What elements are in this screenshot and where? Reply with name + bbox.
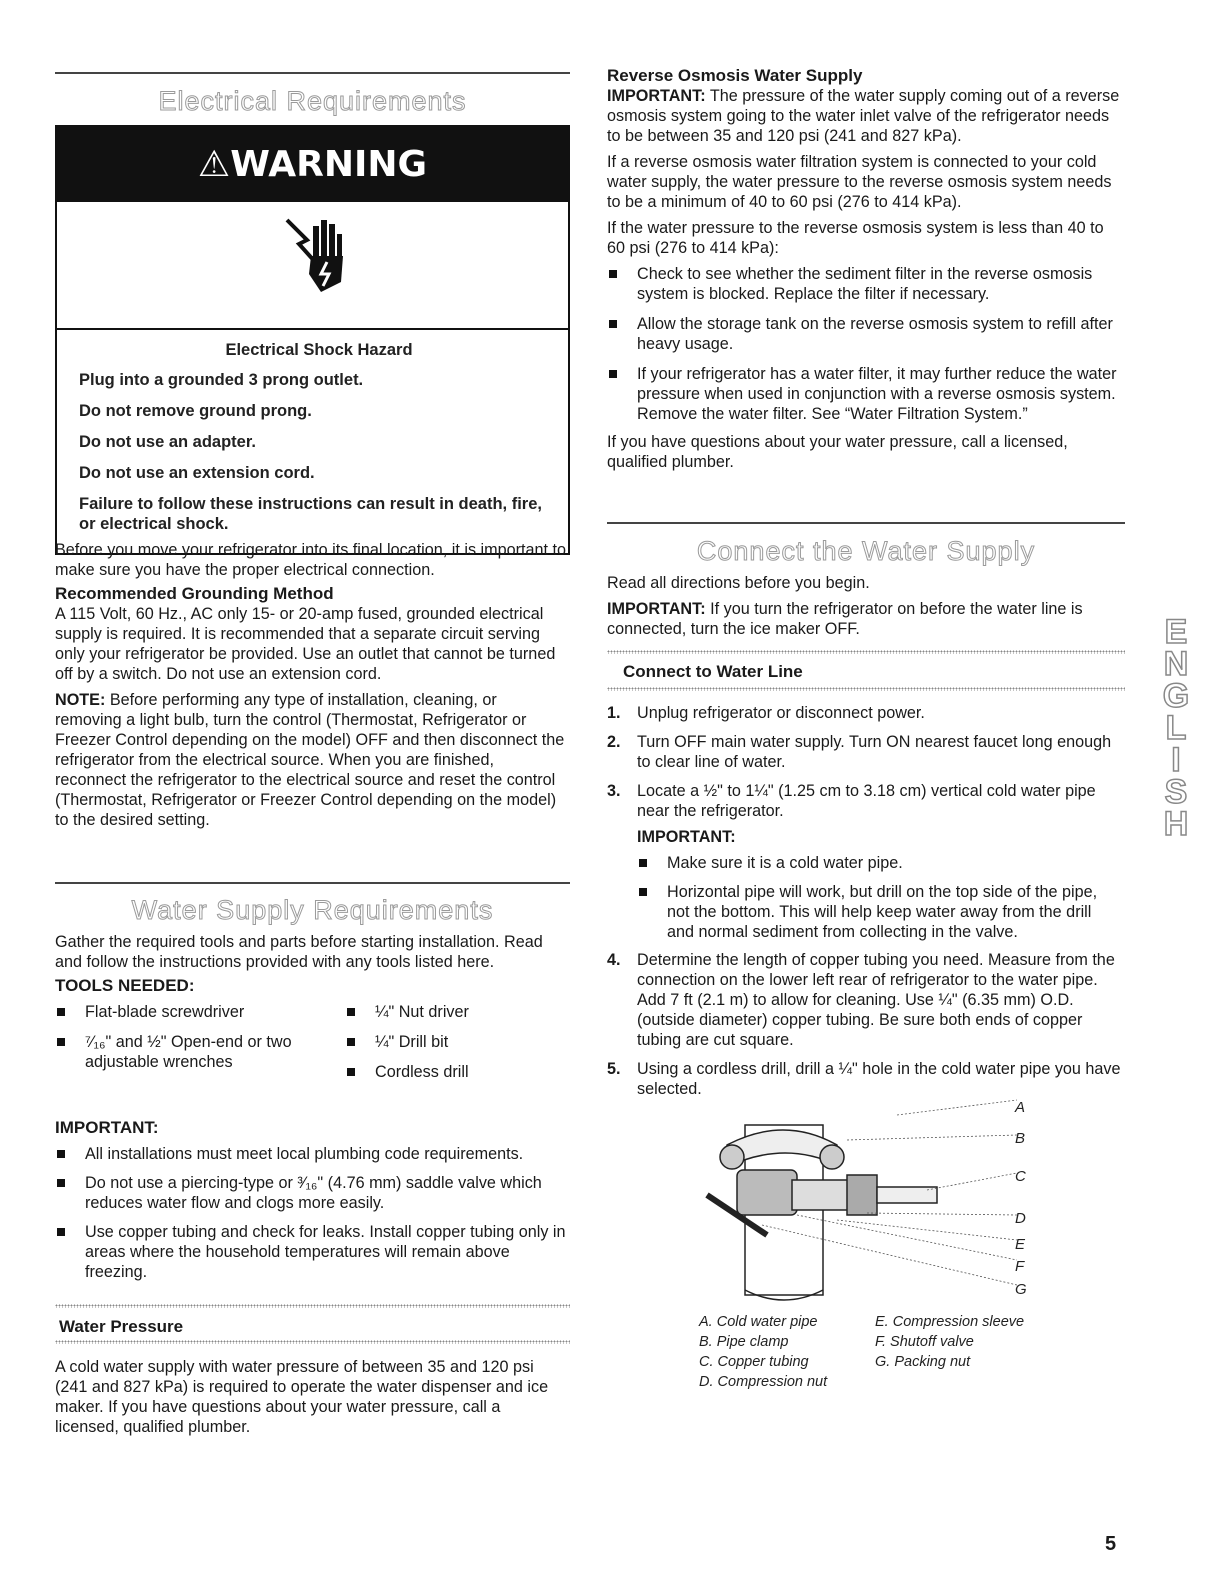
ro-section (607, 66, 1122, 472)
water-pressure-text: A cold water supply with water pressure of between 35 and 120 psi (241 and 827 kPa) is required to operate the water dispenser and ice maker. If you have questions about your water pressure, call a licensed, qualified plumber. (55, 1358, 549, 1436)
caption-item: D. Compression nut (699, 1374, 828, 1390)
diagram-label: B (1015, 1130, 1026, 1147)
diagram-label: D (1015, 1210, 1026, 1227)
water-line-diagram (687, 1095, 1017, 1310)
water-supply-intro: Gather the required tools and parts before starting installation. Read and follow the instructions provided with any tools listed here. (55, 933, 543, 971)
caption-item: B. Pipe clamp (699, 1334, 789, 1350)
caption-item: E. Compression sleeve (875, 1314, 1025, 1330)
warning-banner (57, 127, 568, 202)
tool-item: ¼" Drill bit (345, 1032, 565, 1052)
connect-important-text: If you turn the refrigerator on before the water line is connected, turn the ice maker OFF. (607, 600, 1083, 638)
step-item: 2. Turn OFF main water supply. Turn ON nearest faucet long enough to clear line of water. (607, 733, 1112, 771)
language-tab-label: ENGLISH (1157, 613, 1195, 837)
dotted-rule (607, 650, 1125, 654)
grounding-text: A 115 Volt, 60 Hz., AC only 15- or 20-amp fused, grounded electrical supply is required. It is recommended that a separate circuit serving only your refrigerator be provided. Use an outlet that cannot be turned off by a switch. Do not use an extension cord. (55, 605, 556, 683)
ro-closing: If you have questions about your water pressure, call a licensed, qualified plumber. (607, 433, 1068, 471)
connect-intro (607, 573, 1122, 639)
water-pressure-heading: Water Pressure (59, 1317, 184, 1336)
caption-item: F. Shutoff valve (875, 1334, 974, 1350)
step-item: 1. Unplug refrigerator or disconnect power. (607, 704, 925, 722)
electrical-intro: Before you move your refrigerator into its final location, it is important to make sure you have the proper electrical connection. (55, 541, 567, 579)
important-item: Do not use a piercing-type or ³⁄₁₆" (4.76 mm) saddle valve which reduces water flow and clogs more easily. (55, 1173, 570, 1213)
step3-item: Horizontal pipe will work, but drill on the top side of the pipe, not the bottom. This will help keep water away from the drill and normal sediment from collecting in the valve. (637, 882, 1122, 942)
ro-important-label: IMPORTANT: (607, 87, 706, 105)
ro-paragraph: If the water pressure to the reverse osmosis system is less than 40 to 60 psi (276 to 414 kPa): (607, 219, 1104, 257)
tools-heading: TOOLS NEEDED: (55, 976, 195, 995)
step3-item: Make sure it is a cold water pipe. (637, 853, 1122, 873)
caption-list-right (875, 1312, 1055, 1372)
caption-item: C. Copper tubing (699, 1354, 809, 1370)
warning-divider (57, 328, 568, 330)
read-all-text: Read all directions before you begin. (607, 574, 870, 592)
note-paragraph (55, 690, 567, 830)
diagram-label: A (1015, 1099, 1026, 1116)
ro-paragraph: If a reverse osmosis water filtration system is connected to your cold water supply, the water pressure to the reverse osmosis system needs to be a minimum of 40 to 60 psi (276 to 414 kPa). (607, 153, 1112, 211)
step-item: 4. Determine the length of copper tubing you need. Measure from the connection on the lower left rear of refrigerator to the water pipe. Add 7 ft (2.1 m) to allow for cleaning. Use ¼" (6.35 mm) O.D. (outside diameter) copper tubing. Be sure both ends of copper tubing are cut square. (607, 951, 1115, 1049)
diagram-label: G (1015, 1281, 1027, 1298)
note-label: NOTE: (55, 691, 106, 709)
caption-item: G. Packing nut (875, 1354, 971, 1370)
hazard-line: Do not use an adapter. (79, 433, 256, 451)
note-text: Before performing any type of installation, cleaning, or removing a light bulb, turn the control (Thermostat, Refrigerator or Freezer Control depending on the model) OFF and then disconnect the refrigerator from the electrical source. When you are finished, reconnect the refrigerator to the electrical source and reset the control (Thermostat, Refrigerator or Freezer Control depending on the model) to the desired setting. (55, 691, 565, 829)
tool-item: ⁷⁄₁₆" and ½" Open-end or two adjustable wrenches (55, 1032, 325, 1072)
page-number: 5 (1105, 1533, 1117, 1555)
shock-hazard-icon (277, 212, 357, 297)
electrical-body (55, 540, 567, 830)
ro-item: Check to see whether the sediment filter in the reverse osmosis system is blocked. Replace the filter if necessary. (607, 264, 1122, 304)
caption-item: A. Cold water pipe (699, 1314, 818, 1330)
step-item: 3. Locate a ½" to 1¼" (1.25 cm to 3.18 cm) vertical cold water pipe near the refrigerator. IMPORTANT: Make sure it is a cold water pipe. Horizontal pipe will work, but drill on the top side of the pipe, not the bottom. This will help keep water away from the drill and normal sediment from collecting in the valve. (607, 781, 1122, 942)
dotted-rule (607, 687, 1125, 691)
language-side-tab (1150, 580, 1202, 870)
hazard-line: Plug into a grounded 3 prong outlet. (79, 371, 364, 389)
hazard-line: Failure to follow these instructions can result in death, fire, or electrical shock. (79, 495, 542, 533)
section-rule (55, 72, 570, 74)
important-item: Use copper tubing and check for leaks. Install copper tubing only in areas where the household temperatures will remain above freezing. (55, 1222, 570, 1282)
ro-item: If your refrigerator has a water filter, it may further reduce the water pressure when used in conjunction with a reverse osmosis system. Remove the water filter. See “Water Filtration System.” (607, 364, 1122, 424)
warning-box (55, 125, 570, 555)
important-heading: IMPORTANT: (55, 1118, 159, 1137)
warning-label: WARNING (230, 144, 428, 185)
tools-list (55, 1002, 570, 1112)
connect-subheading: Connect to Water Line (623, 662, 803, 681)
caption-list-left (699, 1312, 869, 1392)
tool-item: Flat-blade screwdriver (55, 1002, 325, 1022)
section-rule (607, 522, 1125, 524)
water-supply-body (55, 932, 570, 1282)
electrical-heading: Electrical Requirements (158, 86, 467, 116)
important-item: All installations must meet local plumbing code requirements. (55, 1144, 570, 1164)
ro-heading: Reverse Osmosis Water Supply (607, 66, 863, 85)
ro-important-text: The pressure of the water supply coming out of a reverse osmosis system going to the water inlet valve of the refrigerator needs to be between 35 and 120 psi (241 and 827 kPa). (607, 87, 1120, 145)
dotted-rule (55, 1340, 570, 1344)
tool-item: ¼" Nut driver (345, 1002, 565, 1022)
tool-item: Cordless drill (345, 1062, 565, 1082)
diagram-label: F (1015, 1258, 1025, 1275)
section-rule (55, 882, 570, 884)
warning-triangle-icon: ⚠ (197, 144, 231, 185)
connect-steps (607, 703, 1122, 1099)
step-item: 5. Using a cordless drill, drill a ¼" hole in the cold water pipe you have selected. (607, 1060, 1121, 1098)
step3-important: IMPORTANT: (637, 828, 736, 846)
hazard-title: Electrical Shock Hazard (225, 341, 413, 359)
diagram-label: E (1015, 1236, 1026, 1253)
dotted-rule (55, 1304, 570, 1308)
connect-important (607, 599, 1122, 639)
diagram-label: C (1015, 1168, 1026, 1185)
ro-important (607, 86, 1122, 146)
connect-important-label: IMPORTANT: (607, 600, 706, 618)
hazard-line: Do not use an extension cord. (79, 464, 315, 482)
hazard-line: Do not remove ground prong. (79, 402, 312, 420)
ro-item: Allow the storage tank on the reverse osmosis system to refill after heavy usage. (607, 314, 1122, 354)
water-supply-heading: Water Supply Requirements (131, 895, 494, 925)
grounding-heading: Recommended Grounding Method (55, 584, 334, 603)
hazard-text (79, 340, 559, 534)
connect-heading: Connect the Water Supply (696, 536, 1036, 566)
